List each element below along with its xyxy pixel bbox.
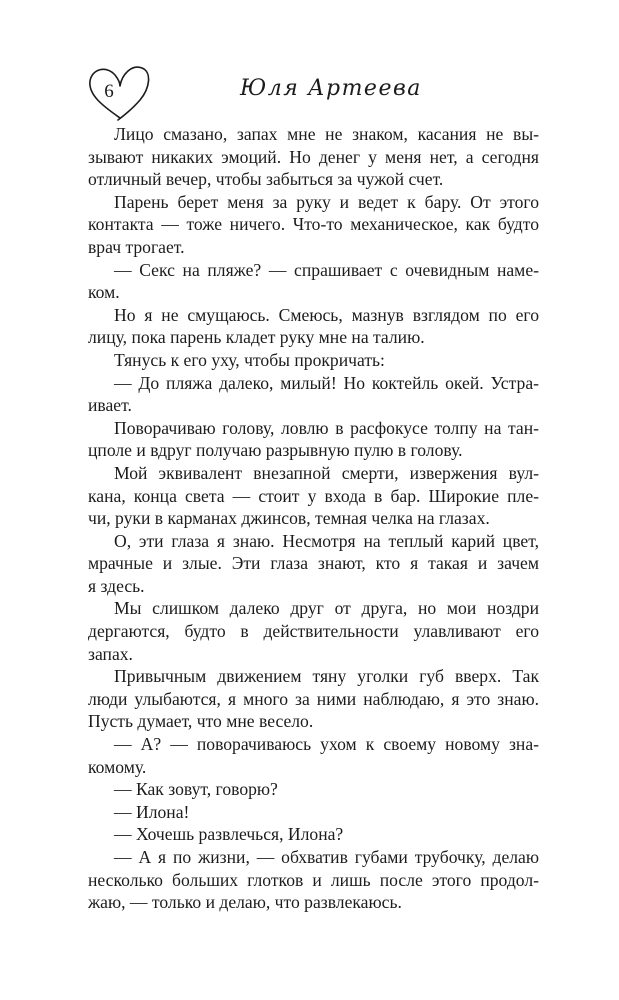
paragraph [88, 417, 539, 462]
paragraph [88, 530, 539, 598]
text-line: запах. [88, 643, 133, 664]
paragraph [88, 665, 539, 733]
text-line: — До пляжа далеко, милый! Но коктейль окей. Устра- [114, 372, 539, 393]
text-line: жаю, — только и делаю, что развлекаюсь. [88, 892, 402, 913]
text-line: комому. [88, 756, 147, 777]
running-header-author: Юля Артеева [240, 76, 422, 101]
text-line: — А я по жизни, — обхватив губами трубочку, делаю [114, 847, 539, 867]
page-number: 6 [104, 81, 114, 102]
page-header [0, 0, 619, 125]
text-line: Но я не смущаюсь. Смеюсь, мазнув взглядом по его [114, 304, 539, 325]
paragraph [88, 846, 539, 914]
text-line: — Хочешь развлечься, Илона? [114, 824, 344, 845]
text-line: чи, руки в карманах джинсов, темная челка на глазах. [88, 508, 490, 529]
text-line: — Как зовут, говорю? [114, 779, 278, 800]
text-line: Привычным движением тяну уголки губ вверх. Так [114, 666, 539, 687]
paragraph [88, 372, 539, 417]
text-line: отличный вечер, чтобы забыться за чужой счет. [88, 169, 444, 190]
text-line: ком. [88, 282, 120, 303]
text-line: лицу, пока парень кладет руку мне на талию. [88, 327, 425, 348]
text-line: контакта — тоже ничего. Что-то механическое, как будто [88, 214, 539, 235]
paragraph [88, 191, 539, 259]
text-line: О, эти глаза я знаю. Несмотря на теплый карий цвет, [114, 530, 539, 551]
text-line: мрачные и злые. Эти глаза знают, кто я такая и зачем [88, 553, 539, 574]
paragraph [88, 259, 539, 304]
text-line: — А? — поворачиваюсь ухом к своему новому зна- [114, 734, 539, 755]
text-line: Парень берет меня за руку и ведет к бару. От этого [114, 191, 539, 212]
text-line: Пусть думает, что мне весело. [88, 711, 314, 732]
paragraph [88, 778, 539, 801]
paragraph [88, 597, 539, 665]
paragraph [88, 462, 539, 530]
text-line: Мой эквивалент внезапной смерти, извержения вул- [114, 462, 539, 483]
text-line: — Секс на пляже? — спрашивает с очевидным наме- [114, 259, 539, 280]
paragraph [88, 304, 539, 349]
text-line: цполе и вдруг получаю разрывную пулю в голову. [88, 440, 463, 461]
text-line: Поворачиваю голову, ловлю в расфокусе толпу на тан- [114, 417, 539, 438]
text-line: врач трогает. [88, 236, 185, 257]
text-line: Мы слишком далеко друг от друга, но мои ноздри [114, 598, 539, 619]
text-line: люди улыбаются, я много за ними наблюдаю, я это знаю. [88, 688, 539, 709]
text-line: кана, конца света — стоит у входа в бар. Широкие пле- [88, 485, 539, 506]
text-line: я здесь. [88, 575, 145, 596]
text-line: — Илона! [114, 801, 190, 822]
paragraph [88, 801, 539, 824]
body-text [88, 123, 539, 914]
paragraph [88, 123, 539, 191]
text-line: ивает. [88, 395, 132, 416]
paragraph [88, 823, 539, 846]
text-line: дергаются, будто в действительности улавливают его [88, 621, 539, 642]
text-line: Тянусь к его уху, чтобы прокричать: [114, 349, 385, 370]
paragraph [88, 733, 539, 778]
text-line: Лицо смазано, запах мне не знаком, касания не вы- [114, 124, 539, 144]
text-line: несколько больших глотков и лишь после этого продол- [88, 869, 539, 890]
paragraph [88, 349, 539, 372]
text-line: зывают никаких эмоций. Но денег у меня нет, а сегодня [88, 146, 539, 167]
